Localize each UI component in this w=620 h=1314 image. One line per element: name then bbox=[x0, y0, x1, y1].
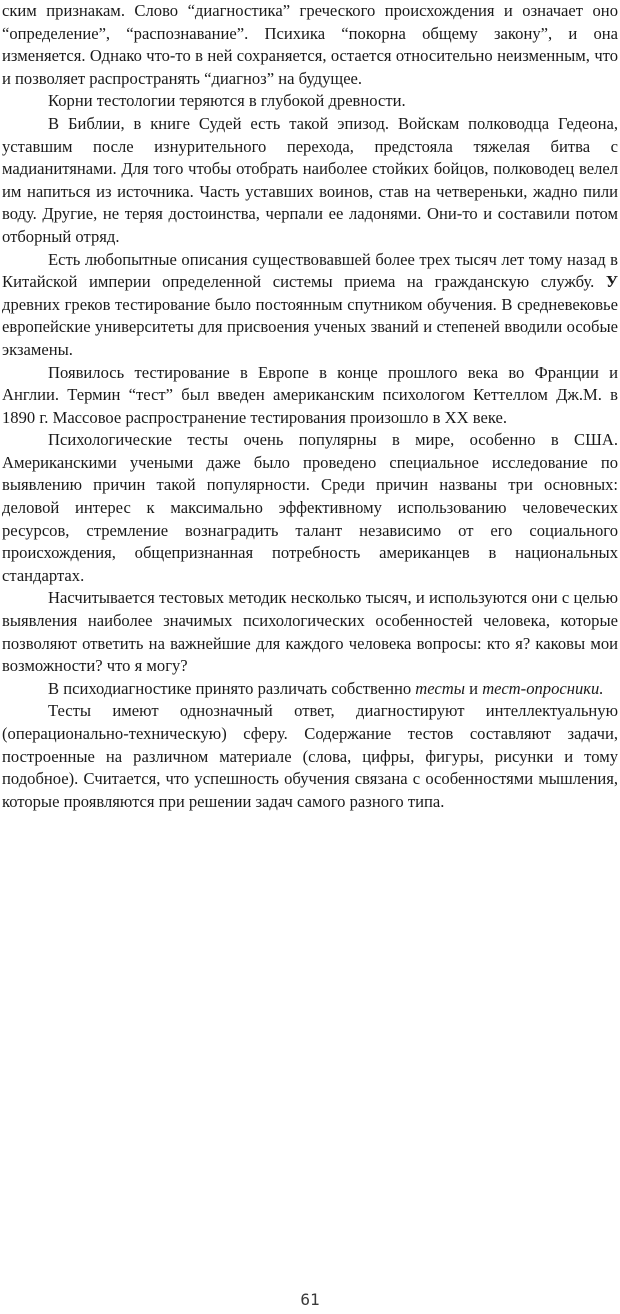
term-questionnaires: тест-опросники. bbox=[482, 678, 604, 698]
distinction-text-a: В психодиагностике принято различать собственно bbox=[48, 678, 416, 698]
paragraph-china-text: Есть любопытные описания существовавшей более трех тысяч лет тому назад в Китайской империи определенной системы приема на гражданскую службу. bbox=[2, 249, 618, 292]
paragraph-distinction bbox=[2, 678, 618, 701]
paragraph-roots: Корни тестологии теряются в глубокой древности. bbox=[48, 91, 406, 111]
paragraph-greece-text: древних греков тестирование было постоянным спутником обучения. В средневековье европейские университеты для присвоения ученых званий и степеней вводили особые экзамены. bbox=[2, 294, 618, 359]
bold-letter: У bbox=[605, 272, 618, 292]
paragraph-diagnostics: ским признакам. Слово “диагностика” греческого происхождения и означает оно “определение”, “распознавание”. Психика “покорна общему закону”, и она изменяется. Однако что-то в ней сохраняется, остается относительно неизменным, что и позволяет распространять “диагноз” на будущее. bbox=[2, 1, 618, 88]
term-tests: тесты bbox=[415, 678, 465, 698]
paragraph-bible: В Библии, в книге Судей есть такой эпизод. Войскам полководца Гедеона, уставшим после изнурительного перехода, предстояла тяжелая битва с мадианитянами. Для того чтобы отобрать наиболее стойких бойцов, полководец велел им напиться из источника. Часть уставших воинов, став на четвереньки, жадно пили воду. Другие, не теряя достоинства, черпали ее ладонями. Они-то и составили потом отборный отряд. bbox=[2, 113, 618, 246]
distinction-text-b: и bbox=[465, 678, 483, 698]
body-text bbox=[2, 0, 618, 813]
paragraph-methods: Насчитывается тестовых методик несколько тысяч, и используются они с целью выявления наиболее значимых психологических особенностей человека, которые позволяют ответить на важнейшие для каждого человека вопросы: кто я? каковы мои возможности? что я могу? bbox=[2, 588, 618, 676]
paragraph-china-greece bbox=[2, 249, 618, 362]
paragraph-europe: Появилось тестирование в Европе в конце прошлого века во Франции и Англии. Термин “тест” был введен американским психологом Кеттеллом Дж.М. в 1890 г. Массовое распространение тестирования произошло в XX веке. bbox=[2, 362, 618, 427]
paragraph-tests-definition: Тесты имеют однозначный ответ, диагностируют интеллектуальную (операционально-техническую) сферу. Содержание тестов составляют задачи, построенные на различном материале (слова, цифры, фигуры, рисунки и тому подобное). Считается, что успешность обучения связана с особенностями мышления, которые проявляются при решении задач самого разного типа. bbox=[2, 701, 618, 811]
page-number: 61 bbox=[300, 1290, 320, 1309]
paragraph-usa: Психологические тесты очень популярны в мире, особенно в США. Американскими учеными даже было проведено специальное исследование по выявлению причин такой популярности. Среди причин названы три основных: деловой интерес к максимально эффективному использованию человеческих ресурсов, стремление вознаградить талант независимо от его социального происхождения, общепризнанная потребность американцев в национальных стандартах. bbox=[2, 430, 618, 585]
